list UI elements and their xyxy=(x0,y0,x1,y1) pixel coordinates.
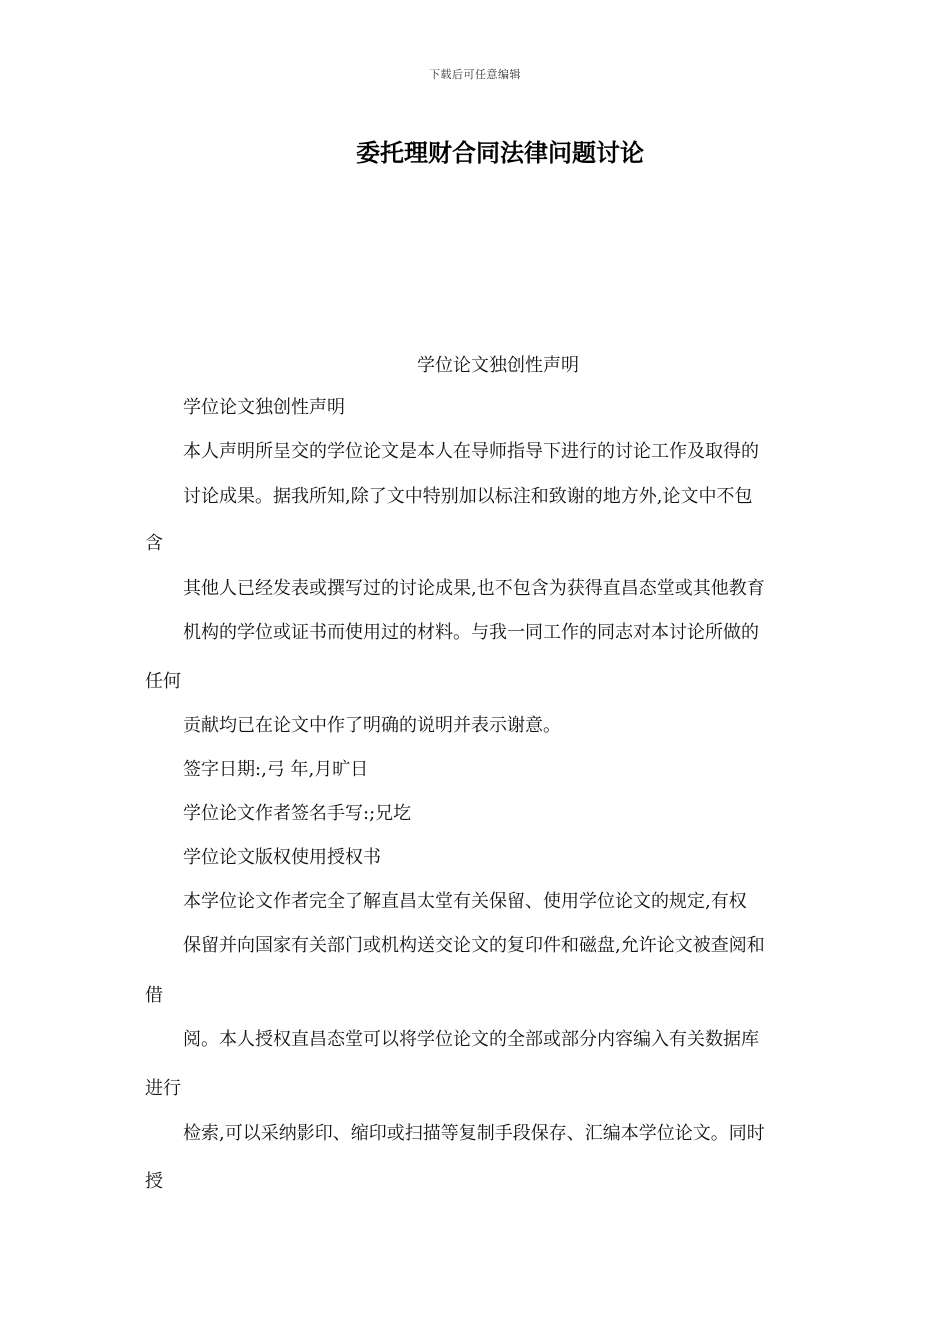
paragraph-line: 授 xyxy=(145,1171,163,1192)
paragraph-line: 学位论文版权使用授权书 xyxy=(183,847,381,868)
header-note: 下载后可任意编辑 xyxy=(429,68,521,81)
document-title: 委托理财合同法律问题讨论 xyxy=(356,138,644,167)
section-heading: 学位论文独创性声明 xyxy=(417,355,579,376)
paragraph-line: 学位论文独创性声明 xyxy=(183,397,345,418)
paragraph-line: 借 xyxy=(145,985,163,1006)
paragraph-line: 含 xyxy=(145,533,163,554)
paragraph-line: 本学位论文作者完全了解直昌太堂有关保留、使用学位论文的规定,有权 xyxy=(183,891,747,912)
paragraph-line: 阅。本人授权直昌态堂可以将学位论文的全部或部分内容编入有关数据库 xyxy=(183,1029,759,1050)
paragraph-line: 检索,可以采纳影印、缩印或扫描等复制手段保存、汇编本学位论文。同时 xyxy=(183,1123,765,1144)
paragraph-line: 其他人已经发表或撰写过的讨论成果,也不包含为获得直昌态堂或其他教育 xyxy=(183,578,765,599)
paragraph-line: 签字日期:,弓 年,月旷日 xyxy=(183,759,369,780)
paragraph-line: 学位论文作者签名手写:;兄圪 xyxy=(183,803,412,824)
paragraph-line: 保留并向国家有关部门或机构送交论文的复印件和磁盘,允许论文被查阅和 xyxy=(183,935,765,956)
paragraph-line: 贡献均已在论文中作了明确的说明并表示谢意。 xyxy=(183,715,561,736)
paragraph-line: 任何 xyxy=(145,671,181,692)
paragraph-line: 讨论成果。据我所知,除了文中特别加以标注和致谢的地方外,论文中不包 xyxy=(183,486,753,507)
paragraph-line: 本人声明所呈交的学位论文是本人在导师指导下进行的讨论工作及取得的 xyxy=(183,441,759,462)
paragraph-line: 进行 xyxy=(145,1078,181,1099)
paragraph-line: 机构的学位或证书而使用过的材料。与我一同工作的同志对本讨论所做的 xyxy=(183,622,759,643)
